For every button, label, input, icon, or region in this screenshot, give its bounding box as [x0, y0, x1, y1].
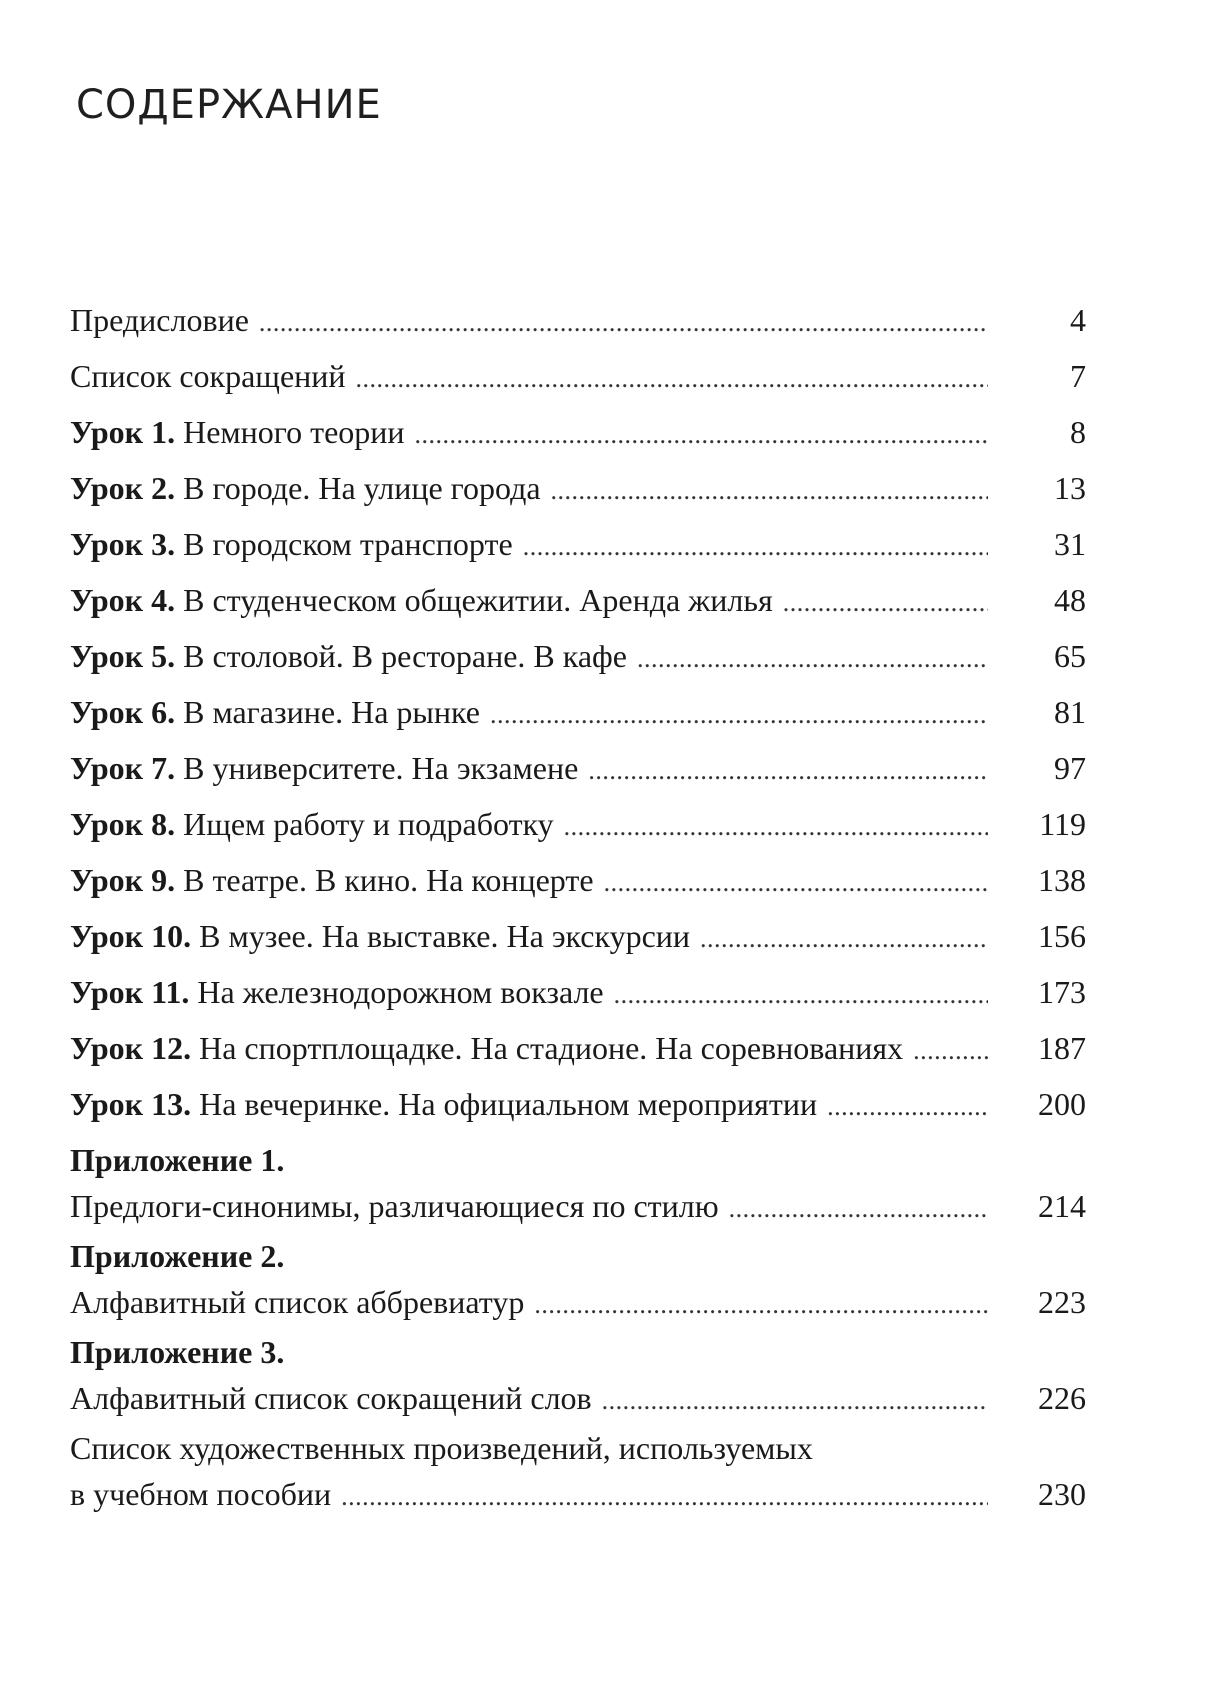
toc-entry-title: Немного теории [175, 414, 405, 450]
toc-entry-text [70, 521, 513, 567]
page-number: 7 [1070, 358, 1086, 394]
toc-entry-title: В магазине. На рынке [175, 694, 480, 730]
toc-entry-text [70, 969, 604, 1015]
toc-entry-text [70, 465, 541, 511]
page-title: СОДЕРЖАНИЕ [76, 82, 382, 128]
toc-entry-appendix-1[interactable] [70, 1137, 1086, 1233]
lesson-number: Урок 3. [70, 526, 176, 562]
lesson-number: Урок 4. [70, 582, 176, 618]
toc-entry-lesson-5[interactable] [70, 633, 1086, 689]
lesson-number: Урок 7. [70, 750, 176, 786]
toc-entry-lesson-13[interactable] [70, 1081, 1086, 1137]
dot-leader [614, 972, 988, 1018]
toc-entry-title: В городе. На улице города [175, 470, 541, 506]
toc-entry-title: В театре. В кино. На концерте [175, 862, 594, 898]
toc-entry-text [70, 913, 690, 959]
toc-entry-title: В университете. На экзамене [175, 750, 579, 786]
toc-entry-title: В студенческом общежитии. Аренда жилья [175, 582, 773, 618]
toc-entry-title: Алфавитный список сокращений слов [70, 1380, 592, 1416]
page-number: 223 [1038, 1284, 1086, 1320]
toc-entry-title-line2: в учебном пособии [70, 1476, 332, 1512]
page-number: 48 [1054, 582, 1086, 618]
dot-leader [827, 1084, 988, 1130]
toc-entry-title: На спортплощадке. На стадионе. На соревнованиях [191, 1030, 904, 1066]
page-number: 214 [1038, 1188, 1086, 1224]
lesson-number: Урок 13. [70, 1086, 192, 1122]
page-number: 8 [1070, 414, 1086, 450]
dot-leader [564, 804, 988, 850]
table-of-contents [70, 297, 1086, 1521]
toc-entry-text [70, 801, 554, 847]
toc-entry-title: В столовой. В ресторане. В кафе [175, 638, 627, 674]
toc-entry-lesson-6[interactable] [70, 689, 1086, 745]
dot-leader [551, 468, 988, 514]
toc-entry-lesson-1[interactable] [70, 409, 1086, 465]
page-number: 156 [1038, 918, 1086, 954]
toc-entry-text [70, 297, 249, 343]
toc-entry-title-line1: Список художественных произведений, используемых [70, 1430, 813, 1466]
toc-entry-appendix-2[interactable] [70, 1233, 1086, 1329]
dot-leader [783, 580, 988, 626]
toc-entry-text [70, 857, 594, 903]
toc-entry-lesson-11[interactable] [70, 969, 1086, 1025]
lesson-number: Урок 11. [70, 974, 190, 1010]
toc-entry-title: Список сокращений [70, 358, 346, 394]
dot-leader [602, 1378, 988, 1424]
dot-leader [341, 1474, 988, 1520]
lesson-number: Урок 1. [70, 414, 176, 450]
toc-entry-lesson-10[interactable] [70, 913, 1086, 969]
page-number: 200 [1038, 1086, 1086, 1122]
dot-leader [356, 356, 988, 402]
lesson-number: Урок 10. [70, 918, 192, 954]
dot-leader [588, 748, 988, 794]
page-number: 119 [1039, 806, 1086, 842]
toc-entry-text [70, 353, 346, 399]
appendix-label: Приложение 2. [70, 1238, 285, 1274]
dot-leader [913, 1028, 988, 1074]
dot-leader [523, 524, 988, 570]
appendix-label: Приложение 1. [70, 1142, 285, 1178]
page-number: 226 [1038, 1380, 1086, 1416]
toc-entry-lesson-3[interactable] [70, 521, 1086, 577]
dot-leader [259, 300, 988, 346]
page-number: 4 [1070, 302, 1086, 338]
lesson-number: Урок 5. [70, 638, 176, 674]
dot-leader [729, 1186, 988, 1232]
toc-entry-title: В музее. На выставке. На экскурсии [191, 918, 691, 954]
page-number: 97 [1054, 750, 1086, 786]
toc-entry-text [70, 1081, 817, 1127]
toc-entry-lesson-2[interactable] [70, 465, 1086, 521]
lesson-number: Урок 6. [70, 694, 176, 730]
dot-leader [604, 860, 988, 906]
page-number: 187 [1038, 1030, 1086, 1066]
toc-entry-text [70, 577, 773, 623]
toc-entry-works-list[interactable] [70, 1425, 1086, 1521]
toc-entry-abbreviations[interactable] [70, 353, 1086, 409]
toc-entry-title: Предисловие [70, 302, 249, 338]
page-number: 81 [1054, 694, 1086, 730]
page-number: 31 [1054, 526, 1086, 562]
toc-entry-lesson-7[interactable] [70, 745, 1086, 801]
page-number: 13 [1054, 470, 1086, 506]
toc-entry-lesson-9[interactable] [70, 857, 1086, 913]
dot-leader [415, 412, 988, 458]
dot-leader [490, 692, 988, 738]
toc-entry-title: Предлоги-синонимы, различающиеся по стилю [70, 1188, 719, 1224]
dot-leader [534, 1282, 988, 1328]
toc-entry-preface[interactable] [70, 297, 1086, 353]
toc-entry-text [70, 1025, 903, 1071]
dot-leader [700, 916, 988, 962]
dot-leader [637, 636, 988, 682]
toc-entry-text [70, 633, 627, 679]
toc-entry-title: На железнодорожном вокзале [189, 974, 604, 1010]
toc-entry-title: Алфавитный список аббревиатур [70, 1284, 525, 1320]
lesson-number: Урок 9. [70, 862, 176, 898]
lesson-number: Урок 8. [70, 806, 176, 842]
lesson-number: Урок 2. [70, 470, 176, 506]
toc-entry-text [70, 745, 578, 791]
toc-entry-title: В городском транспорте [175, 526, 513, 562]
toc-entry-title: Ищем работу и подработку [175, 806, 554, 842]
page-number: 230 [1038, 1476, 1086, 1512]
page-number: 173 [1038, 974, 1086, 1010]
toc-entry-appendix-3[interactable] [70, 1329, 1086, 1425]
lesson-number: Урок 12. [70, 1030, 192, 1066]
toc-entry-text [70, 409, 405, 455]
toc-entry-lesson-8[interactable] [70, 801, 1086, 857]
toc-entry-lesson-4[interactable] [70, 577, 1086, 633]
toc-entry-title: На вечеринке. На официальном мероприятии [191, 1086, 818, 1122]
toc-entry-lesson-12[interactable] [70, 1025, 1086, 1081]
toc-entry-text [70, 689, 480, 735]
appendix-label: Приложение 3. [70, 1334, 285, 1370]
page-number: 65 [1054, 638, 1086, 674]
page-number: 138 [1038, 862, 1086, 898]
